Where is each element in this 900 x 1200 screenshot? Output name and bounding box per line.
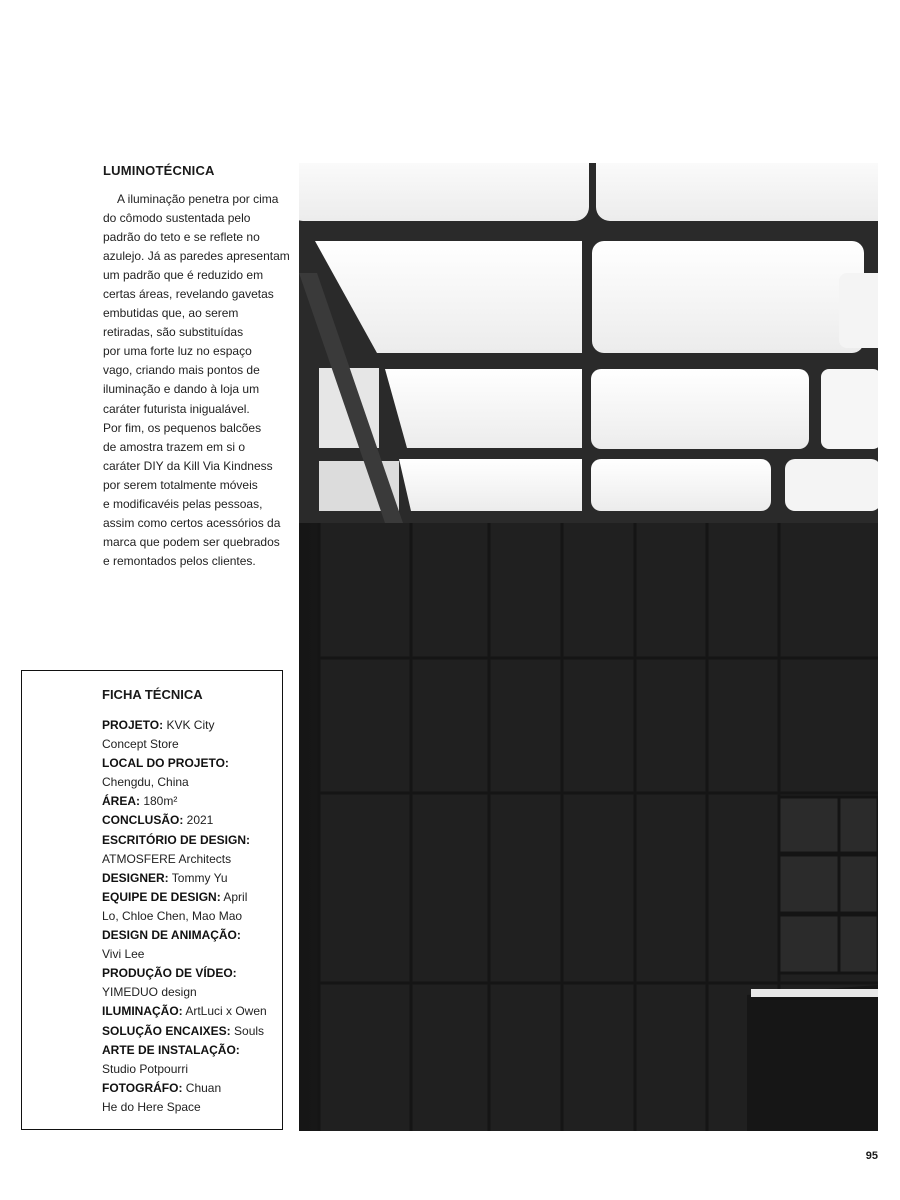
- article-line: do cômodo sustentada pelo: [103, 211, 251, 226]
- ficha-line: [102, 983, 282, 1002]
- article-line: embutidas que, ao serem: [103, 306, 239, 321]
- article-line: marca que podem ser quebrados: [103, 534, 280, 549]
- ficha-label: DESIGN DE ANIMAÇÃO:: [102, 928, 241, 943]
- ficha-tecnica-title: FICHA TÉCNICA: [102, 687, 203, 702]
- ficha-line: [102, 773, 282, 792]
- ficha-label: EQUIPE DE DESIGN:: [102, 889, 221, 904]
- ficha-value: ArtLuci x Owen: [182, 1004, 267, 1019]
- ficha-label: PROJETO:: [102, 718, 164, 732]
- article-line: Por fim, os pequenos balcões: [103, 420, 262, 435]
- ficha-label: DESIGNER:: [102, 870, 169, 885]
- section-title: LUMINOTÉCNICA: [103, 163, 215, 178]
- ficha-tecnica-list: [102, 716, 282, 1117]
- article-line: certas áreas, revelando gavetas: [103, 287, 274, 302]
- ficha-label: FOTOGRÁFO:: [102, 1080, 183, 1095]
- article-line: por uma forte luz no espaço: [103, 344, 252, 359]
- ficha-label: SOLUÇÃO ENCAIXES:: [102, 1023, 231, 1038]
- article-line: retiradas, são substituídas: [103, 325, 244, 340]
- article-line: A iluminação penetra por cima: [117, 192, 279, 206]
- ficha-line: [102, 1060, 282, 1079]
- article-line: azulejo. Já as paredes apresentam: [103, 249, 290, 264]
- ficha-line: [102, 754, 282, 773]
- ficha-value: April: [220, 889, 248, 904]
- ficha-value: Studio Potpourri: [102, 1061, 189, 1076]
- ficha-label: PRODUÇÃO DE VÍDEO:: [102, 966, 237, 981]
- page-number: 95: [865, 1150, 878, 1162]
- ficha-line: [102, 907, 282, 926]
- ficha-value: Vivi Lee: [102, 947, 145, 962]
- ficha-line: [102, 926, 282, 945]
- ficha-label: ARTE DE INSTALAÇÃO:: [102, 1042, 240, 1057]
- ficha-line: [102, 716, 282, 735]
- ficha-line: [102, 945, 282, 964]
- ficha-value: Tommy Yu: [168, 870, 228, 885]
- ficha-line: [102, 1002, 282, 1021]
- ficha-line: [102, 850, 282, 869]
- article-line: caráter futurista inigualável.: [103, 401, 250, 416]
- article-line: vago, criando mais pontos de: [103, 363, 260, 378]
- ficha-label: ÁREA:: [102, 794, 140, 809]
- ficha-label: ESCRITÓRIO DE DESIGN:: [102, 832, 251, 847]
- ficha-line: [102, 1098, 282, 1117]
- ficha-value: ATMOSFERE Architects: [102, 851, 232, 866]
- article-line: iluminação e dando à loja um: [103, 382, 260, 397]
- ficha-line: [102, 1079, 282, 1098]
- article-body: [103, 190, 289, 571]
- ficha-value: He do Here Space: [102, 1099, 201, 1114]
- ficha-line: [102, 811, 282, 830]
- ficha-value: KVK City: [163, 718, 215, 732]
- ficha-line: [102, 735, 282, 754]
- article-line: padrão do teto e se reflete no: [103, 230, 260, 245]
- interior-photo: [299, 163, 878, 1131]
- ficha-value: 2021: [183, 813, 214, 828]
- ficha-value: Concept Store: [102, 737, 179, 752]
- ficha-line: [102, 888, 282, 907]
- ficha-line: [102, 869, 282, 888]
- ficha-line: [102, 1041, 282, 1060]
- ficha-value: Chuan: [182, 1080, 222, 1095]
- article-line: e modificavéis pelas pessoas,: [103, 496, 263, 511]
- article-line: assim como certos acessórios da: [103, 515, 281, 530]
- ficha-label: ILUMINAÇÃO:: [102, 1004, 183, 1019]
- ficha-line: [102, 792, 282, 811]
- article-line: caráter DIY da Kill Via Kindness: [103, 458, 273, 473]
- ficha-value: Chengdu, China: [102, 775, 189, 790]
- ficha-value: Souls: [230, 1023, 265, 1038]
- ficha-label: CONCLUSÃO:: [102, 813, 184, 828]
- ficha-value: YIMEDUO design: [102, 985, 197, 1000]
- article-line: e remontados pelos clientes.: [103, 553, 256, 568]
- ficha-label: LOCAL DO PROJETO:: [102, 756, 229, 771]
- ficha-line: [102, 831, 282, 850]
- article-line: um padrão que é reduzido em: [103, 268, 264, 283]
- ficha-value: Lo, Chloe Chen, Mao Mao: [102, 908, 243, 923]
- ficha-value: 180m²: [140, 794, 178, 809]
- ficha-line: [102, 964, 282, 983]
- article-line: de amostra trazem em si o: [103, 439, 246, 454]
- ficha-line: [102, 1022, 282, 1041]
- article-line: por serem totalmente móveis: [103, 477, 258, 492]
